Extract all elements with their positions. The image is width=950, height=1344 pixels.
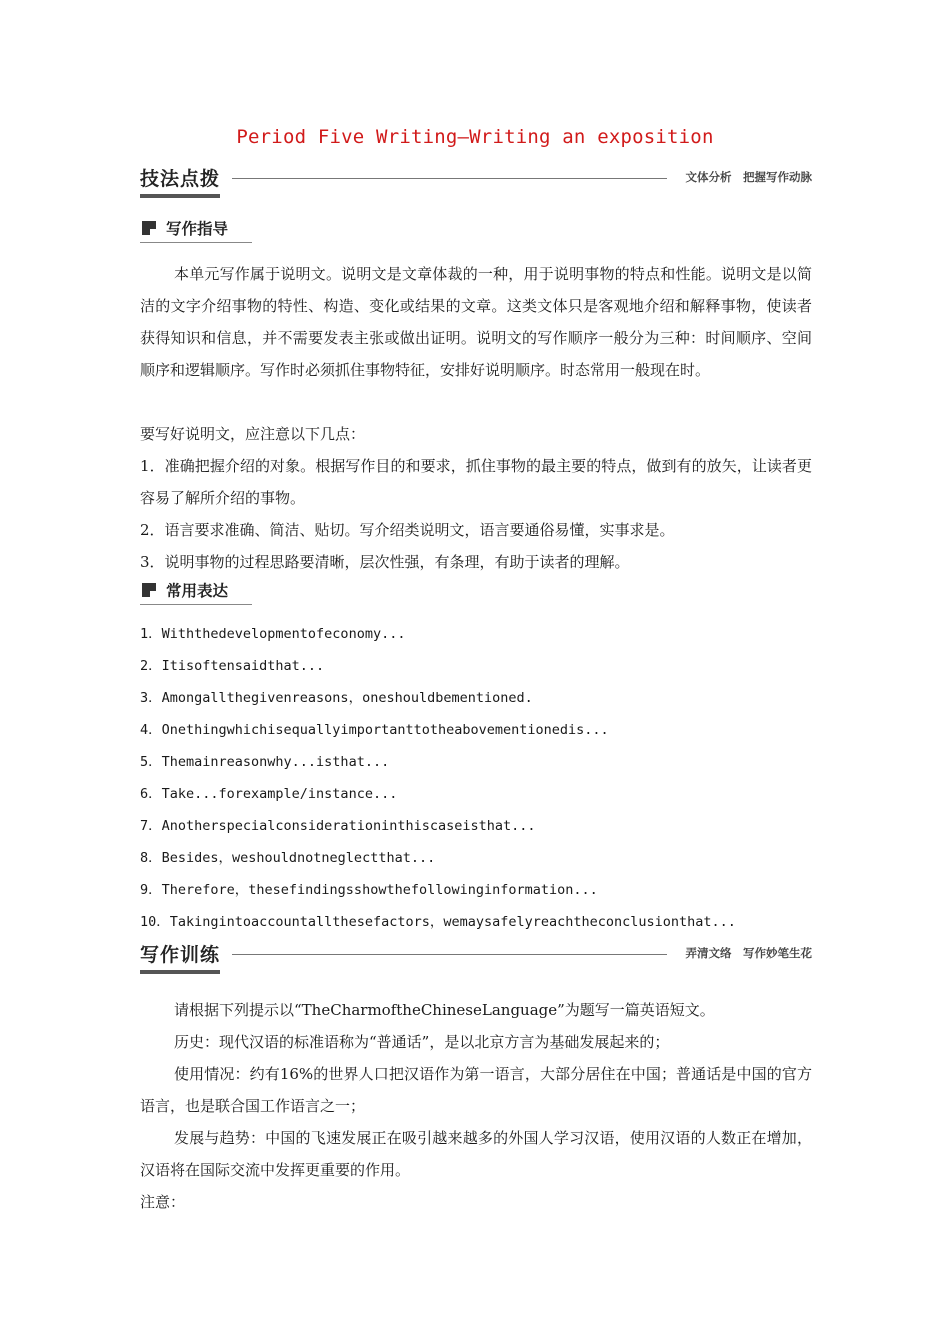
section-divider <box>232 954 667 955</box>
square-bullet-icon <box>142 221 156 235</box>
subsection-header-guide <box>140 216 252 243</box>
task-usage: 使用情况：约有16%的世界人口把汉语作为第一语言，大部分居住在中国；普通话是中国的官方语言，也是联合国工作语言之一； <box>140 1065 812 1115</box>
section-divider <box>232 178 667 179</box>
section-title: 技法点拨 <box>140 164 220 198</box>
expression-item: 5．Themainreasonwhy...isthat... <box>140 754 390 770</box>
section-header-technique <box>140 164 812 194</box>
subsection-title: 写作指导 <box>166 220 229 238</box>
section-title: 写作训练 <box>140 940 220 974</box>
expression-item: 8．Besides，weshouldnotneglectthat... <box>140 850 436 866</box>
expression-item: 6．Take...forexample/instance... <box>140 786 398 802</box>
section-tagline: 弄清文络 写作妙笔生花 <box>685 946 812 960</box>
guide-intro-paragraph: 本单元写作属于说明文。说明文是文章体裁的一种，用于说明事物的特点和性能。说明文是以简洁的文字介绍事物的特性、构造、变化或结果的文章。这类文体只是客观地介绍和解释事物，使读者获得知识和信息，并不需要发表主张或做出证明。说明文的写作顺序一般分为三种：时间顺序、空间顺序和逻辑顺序。写作时必须抓住事物特征，安排好说明顺序。时态常用一般现在时。 <box>140 265 812 379</box>
expression-item: 7．Anotherspecialconsiderationinthiscaseisthat... <box>140 818 536 834</box>
subsection-header-expressions <box>140 578 252 605</box>
guide-point-3: 3．说明事物的过程思路要清晰，层次性强，有条理，有助于读者的理解。 <box>140 553 630 571</box>
task-note: 注意： <box>140 1193 186 1211</box>
expression-item: 2．Itisoftensaidthat... <box>140 658 325 674</box>
expression-item: 4．Onethingwhichisequallyimportanttotheabovementionedis... <box>140 722 609 738</box>
task-history: 历史：现代汉语的标准语称为“普通话”，是以北京方言为基础发展起来的； <box>174 1033 670 1051</box>
square-bullet-icon <box>142 583 156 597</box>
task-prompt: 请根据下列提示以“TheCharmoftheChineseLanguage”为题写一篇英语短文。 <box>174 1001 715 1019</box>
page-title: Period Five Writing—Writing an exposition <box>236 126 714 148</box>
guide-point-1: 1．准确把握介绍的对象。根据写作目的和要求，抓住事物的最主要的特点，做到有的放矢，让读者更容易了解所介绍的事物。 <box>140 457 812 507</box>
section-tagline: 文体分析 把握写作动脉 <box>685 170 812 184</box>
guide-lead-text: 要写好说明文，应注意以下几点： <box>140 425 366 443</box>
expression-item: 9．Therefore，thesefindingsshowthefollowinginformation... <box>140 882 598 898</box>
section-header-practice <box>140 940 812 970</box>
subsection-title: 常用表达 <box>166 582 229 600</box>
expression-item: 10．Takingintoaccountallthesefactors，wemaysafelyreachtheconclusionthat... <box>140 914 736 930</box>
expression-item: 1．Withthedevelopmentofeconomy... <box>140 626 406 642</box>
expression-item: 3．Amongallthegivenreasons，oneshouldbementioned. <box>140 690 533 706</box>
guide-point-2: 2．语言要求准确、简洁、贴切。写介绍类说明文，语言要通俗易懂，实事求是。 <box>140 521 675 539</box>
task-trend: 发展与趋势：中国的飞速发展正在吸引越来越多的外国人学习汉语，使用汉语的人数正在增加，汉语将在国际交流中发挥更重要的作用。 <box>140 1129 812 1179</box>
